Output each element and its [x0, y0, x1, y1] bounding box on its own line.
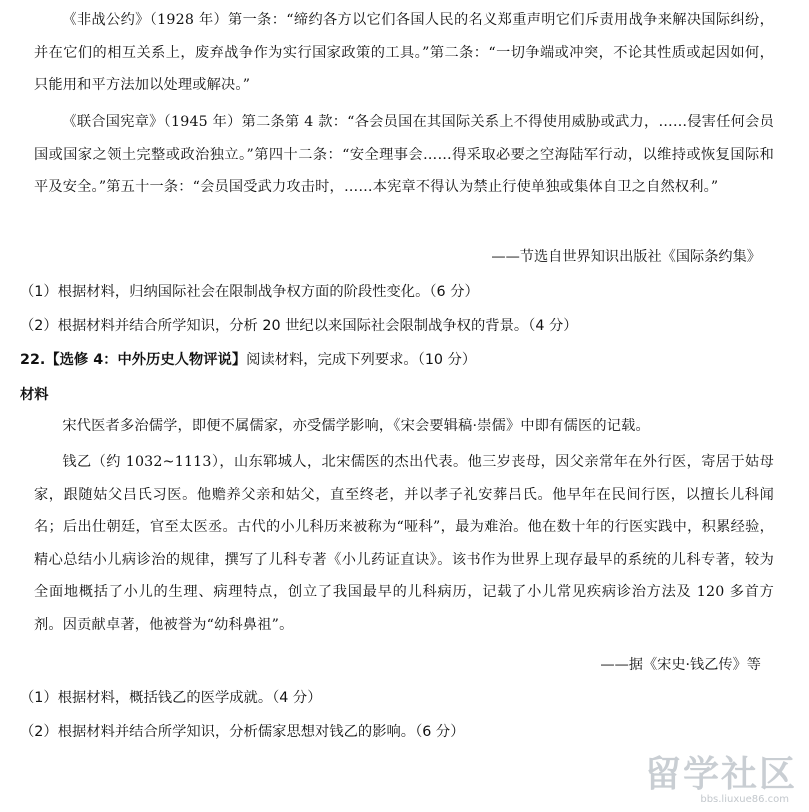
treaty-paragraph-kellogg: 《非战公约》（1928 年）第一条：“缔约各方以它们各国人民的名义郑重声明它们斥责用战争来解决国际纠纷，并在它们的相互关系上，废弃战争作为实行国家政策的工具。”第二条：“一切争端或冲突，不论其性质或起因如何，只能用和平方法加以处理或解决。”: [34, 12, 774, 93]
treaty-paragraph-un-charter: 《联合国宪章》（1945 年）第二条第 4 款：“各会员国在其国际关系上不得使用威胁或武力，……侵害任何会员国或国家之领土完整或政治独立。”第四十二条：“安全理事会……得采取必要之空海陆军行动，以维持或恢复国际和平及安全。”第五十一条：“会员国受武力攻击时，……本宪章不得认为禁止行使单独或集体自卫之自然权利。”: [34, 114, 774, 195]
q21-sub-question-2: （2）根据材料并结合所学知识，分析 20 世纪以来国际社会限制战争权的背景。（4 分）: [20, 318, 578, 334]
q22-material-paragraph-1: 宋代医者多治儒学，即便不属儒家，亦受儒学影响，《宋会要辑稿·崇儒》中即有儒医的记载。: [62, 418, 650, 434]
material-label: 材料: [20, 387, 49, 403]
q22-sub-question-1: （1）根据材料，概括钱乙的医学成就。（4 分）: [20, 690, 322, 706]
q22-module-title: 【选修 4：中外历史人物评说】: [45, 352, 247, 368]
q22-material-source: ——据《宋史·钱乙传》等: [600, 657, 761, 673]
site-watermark: [597, 756, 797, 806]
q22-instruction: 阅读材料，完成下列要求。（10 分）: [246, 352, 477, 368]
watermark-logo: 留学社区: [644, 754, 797, 795]
watermark-url: bbs.liuxue86.com: [700, 794, 789, 805]
q22-number: 22.: [20, 352, 46, 368]
q22-heading: [20, 349, 476, 371]
q22-material-paragraph-2: 钱乙（约 1032~1113），山东郓城人，北宋儒医的杰出代表。他三岁丧母，因父亲常年在外行医，寄居于姑母家，跟随姑父吕氏习医。他赡养父亲和姑父，直至终老，并以孝子礼安葬吕氏。他早年在民间行医，以擅长儿科闻名；后出仕朝廷，官至太医丞。古代的小儿科历来被称为“哑科”，最为难治。他在数十年的行医实践中，积累经验，精心总结小儿病诊治的规律，撰写了儿科专著《小儿药证直诀》。该书作为世界上现存最早的系统的儿科专著，较为全面地概括了小儿的生理、病理特点，创立了我国最早的儿科病历，记载了小儿常见疾病诊治方法及 120 多首方剂。因贡献卓著，他被誉为“幼科鼻祖”。: [34, 454, 774, 633]
q21-sub-question-1: （1）根据材料，归纳国际社会在限制战争权方面的阶段性变化。（6 分）: [20, 284, 479, 300]
q22-sub-question-2: （2）根据材料并结合所学知识，分析儒家思想对钱乙的影响。（6 分）: [20, 724, 465, 740]
material-source-citation: ——节选自世界知识出版社《国际条约集》: [491, 249, 761, 265]
